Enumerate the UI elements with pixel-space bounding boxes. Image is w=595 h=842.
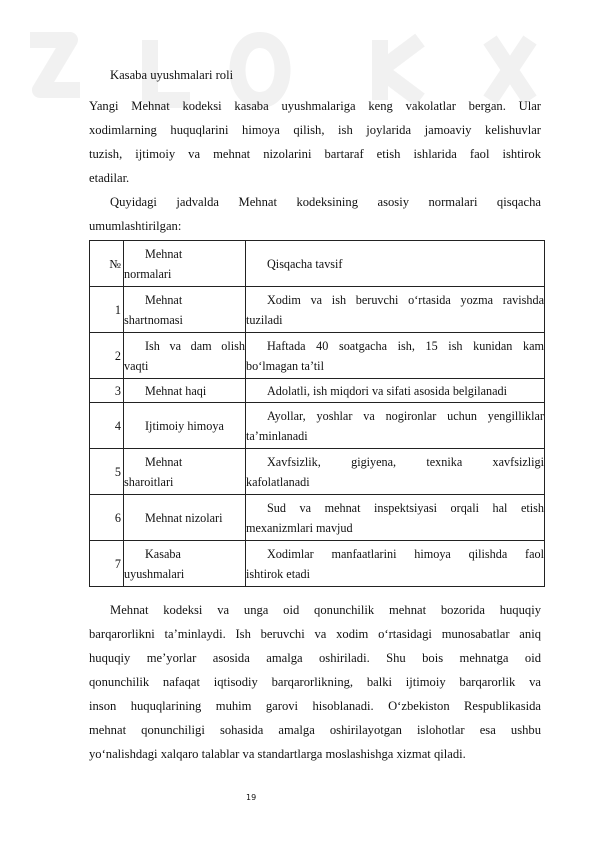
row-number: 6 (90, 495, 124, 541)
desc-line1: Xodimlar manfaatlarini himoya qilishda faol (267, 546, 544, 561)
desc-line1: Ayollar, yoshlar va nogironlar uchun yengilliklar (267, 408, 544, 423)
section-heading: Kasaba uyushmalari roli (110, 68, 234, 82)
text-line: Quyidagi jadvalda Mehnat kodeksining asosiy normalari qisqacha (110, 195, 541, 209)
norm-line1: Kasaba (145, 546, 181, 561)
row-description (246, 379, 545, 403)
desc-line1: Adolatli, ish miqdori va sifati asosida belgilanadi (267, 383, 507, 398)
text-line: tuzish, ijtimoiy va mehnat nizolarini bartaraf etish ishlarida faol ishtirok (89, 147, 541, 161)
row-description (246, 541, 545, 587)
header-description (246, 241, 545, 287)
header-norm-line1: Mehnat (145, 246, 183, 261)
norm-line1: Mehnat (145, 454, 183, 469)
row-number: 4 (90, 403, 124, 449)
table-row (90, 379, 545, 403)
row-number: 1 (90, 287, 124, 333)
desc-line1: Xavfsizlik, gigiyena, texnika xavfsizligi (267, 454, 544, 469)
desc-line1: Sud va mehnat inspektsiyasi orqali hal etish (267, 500, 544, 515)
row-description (246, 403, 545, 449)
text-line: huquqiy me’yorlar asosida amalga oshiriladi. Shu bois mehnatga oid (89, 651, 541, 665)
row-description (246, 287, 545, 333)
desc-line2: mexanizmlari mavjud (246, 520, 353, 535)
row-norm (124, 495, 246, 541)
desc-line2: kafolatlanadi (246, 474, 310, 489)
table-row (90, 287, 545, 333)
row-norm (124, 379, 246, 403)
page-number: 19 (246, 793, 257, 802)
row-description (246, 333, 545, 379)
table-header-row (90, 241, 545, 287)
text-line: umumlashtirilgan: (89, 219, 182, 233)
row-number: 7 (90, 541, 124, 587)
row-norm (124, 287, 246, 333)
norm-line1: Mehnat haqi (145, 383, 207, 398)
table-row (90, 333, 545, 379)
row-number: 5 (90, 449, 124, 495)
desc-line2: bo‘lmagan ta’til (246, 358, 324, 373)
norm-line2: shartnomasi (124, 312, 183, 327)
norm-line1: Mehnat nizolari (145, 510, 223, 525)
desc-line2: ta’minlanadi (246, 428, 308, 443)
text-line: etadilar. (89, 171, 130, 185)
desc-line1: Haftada 40 soatgacha ish, 15 ish kunidan kam (267, 338, 544, 353)
header-norm-line2: normalari (124, 266, 172, 281)
row-number: 2 (90, 333, 124, 379)
row-number: 3 (90, 379, 124, 403)
norm-line1: Mehnat (145, 292, 183, 307)
desc-line2: tuziladi (246, 312, 283, 327)
desc-line2: ishtirok etadi (246, 566, 310, 581)
text-line: Mehnat kodeksi va unga oid qonunchilik mehnat bozorida huquqiy (110, 603, 541, 617)
row-norm (124, 333, 246, 379)
text-line: barqarorlikni ta’minlaydi. Ish beruvchi va xodim o‘rtasidagi munosabatlar aniq (89, 627, 541, 641)
norm-line1: Ish va dam olish (145, 338, 245, 353)
header-number: № (90, 241, 124, 287)
header-description-text: Qisqacha tavsif (267, 256, 343, 271)
row-description (246, 449, 545, 495)
row-norm (124, 449, 246, 495)
row-description (246, 495, 545, 541)
text-line: inson huquqlarining muhim garovi hisoblanadi. O‘zbekiston Respublikasida (89, 699, 541, 713)
desc-line1: Xodim va ish beruvchi o‘rtasida yozma ravishda (267, 292, 544, 307)
text-line: qonunchilik nafaqat iqtisodiy barqarorlikning, balki ijtimoiy barqarorlik va (89, 675, 541, 689)
norm-line1: Ijtimoiy himoya (145, 418, 224, 433)
header-norm (124, 241, 246, 287)
table-row (90, 449, 545, 495)
norm-line2: sharoitlari (124, 474, 174, 489)
row-norm (124, 403, 246, 449)
table-row (90, 541, 545, 587)
table-row (90, 495, 545, 541)
text-line: xodimlarning huquqlarini himoya qilish, ish joylarida jamoaviy kelishuvlar (89, 123, 541, 137)
text-line: Yangi Mehnat kodeksi kasaba uyushmalariga keng vakolatlar bergan. Ular (89, 99, 541, 113)
norm-line2: vaqti (124, 358, 149, 373)
table-row (90, 403, 545, 449)
text-line: mehnat qonunchiligi sohasida amalga oshirilayotgan islohotlar esa ushbu (89, 723, 541, 737)
text-line: yo‘nalishdagi xalqaro talablar va standartlarga moslashishga xizmat qiladi. (89, 747, 466, 761)
labor-code-table (89, 240, 545, 587)
row-norm (124, 541, 246, 587)
norm-line2: uyushmalari (124, 566, 185, 581)
